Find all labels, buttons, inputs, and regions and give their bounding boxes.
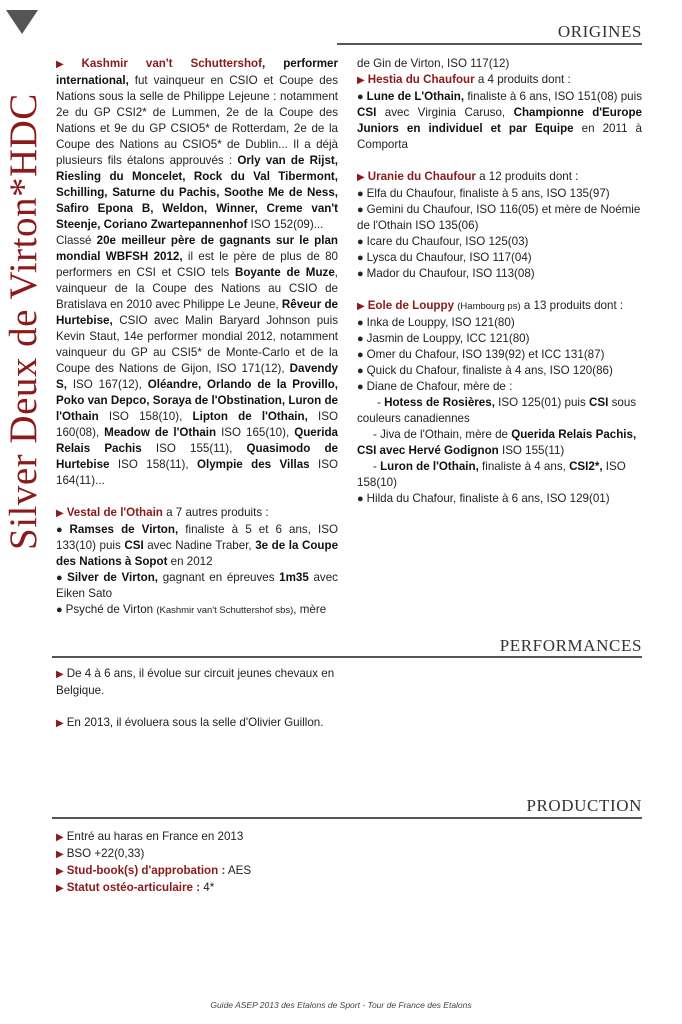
list-item: ● Gemini du Chaufour, ISO 116(05) et mère de Noémie de l'Othain ISO 135(06) (357, 203, 641, 232)
origines-header: ORIGINES (557, 22, 642, 41)
bullet-icon: ● (357, 252, 364, 264)
list-item: ▶ Stud-book(s) d'approbation : AES (56, 864, 252, 877)
list-item: ● Icare du Chaufour, ISO 125(03) (357, 235, 529, 248)
performances-rule (52, 656, 642, 658)
great-granddam-heading: ▶ Uranie du Chaufour a 12 produits dont : (357, 170, 579, 183)
arrow-icon: ▶ (357, 301, 365, 312)
sub-list-item: - Hotess de Rosières, ISO 125(01) puis CSI sous couleurs canadiennes (357, 396, 637, 425)
performances-header: PERFORMANCES (499, 636, 642, 655)
list-item: ▶ De 4 à 6 ans, il évolue sur circuit jeunes chevaux en Belgique. (56, 667, 335, 697)
arrow-icon: ▶ (56, 718, 64, 729)
bullet-icon: ● (357, 317, 364, 329)
list-item: ● Lysca du Chaufour, ISO 117(04) (357, 251, 532, 264)
production-header: PRODUCTION (526, 796, 642, 815)
arrow-icon: ▶ (56, 59, 79, 70)
list-item: ● Quick du Chafour, finaliste à 4 ans, ISO 120(86) (357, 364, 613, 377)
bullet-icon: ● (357, 188, 364, 200)
horse-name-title: Silver Deux de Virton*HDC (2, 93, 45, 550)
sub-list-item: - Jiva de l'Othain, mère de Querida Relais Pachis, CSI avec Hervé Godignon ISO 155(11) (357, 428, 637, 457)
production-section (56, 829, 416, 897)
list-item: ● Elfa du Chaufour, finaliste à 5 ans, ISO 135(97) (357, 187, 610, 200)
bullet-icon: ● (357, 365, 364, 377)
great-great-granddam-heading: ▶ Eole de Louppy (Hambourg ps) a 13 produits dont : (357, 299, 624, 312)
arrow-icon: ▶ (56, 508, 64, 519)
list-item: ▶ Statut ostéo-articulaire : 4* (56, 881, 215, 894)
list-item: ▶ En 2013, il évoluera sous la selle d'Olivier Guillon. (56, 716, 324, 729)
continuation-text: de Gin de Virton, ISO 117(12) (357, 57, 510, 70)
sire-name: Kashmir van't Schuttershof (81, 57, 262, 70)
list-item: ● Mador du Chaufour, ISO 113(08) (357, 267, 535, 280)
bullet-icon: ● (357, 268, 364, 280)
list-item: ● Diane de Chafour, mère de : (357, 380, 513, 393)
arrow-icon: ▶ (357, 75, 365, 86)
list-item: ● Ramses de Virton, finaliste à 5 et 6 ans, ISO 133(10) puis CSI avec Nadine Traber, 3e de la Coupe des Nations à Sopot en 2012 (56, 523, 339, 568)
list-item: ● Omer du Chafour, ISO 139(92) et ICC 131(87) (357, 348, 605, 361)
arrow-icon: ▶ (56, 849, 64, 860)
granddam-heading: ▶ Hestia du Chaufour a 4 produits dont : (357, 73, 571, 86)
list-item: ▶ Entré au haras en France en 2013 (56, 830, 244, 843)
bullet-icon: ● (357, 91, 364, 103)
production-rule (52, 817, 642, 819)
arrow-icon: ▶ (357, 172, 365, 183)
list-item: ● Silver de Virton, gagnant en épreuves 1m35 avec Eiken Sato (56, 571, 338, 600)
list-item: ● Psyché de Virton (Kashmir van't Schuttershof sbs), mère (56, 603, 327, 616)
sire-progeny-paragraph: Classé 20e meilleur père de gagnants sur le plan mondial WBFSH 2012, il est le père de plus de 80 performers en CSI et CSIO tels Boyante de Muze, vainqueur de la Coupe des Nations au CSIO de Bratislava en 2010 avec Philippe Le Jeune, Rêveur de Hurtebise, CSIO avec Malin Baryard Johnson puis Kevin Staut, 14e performer mondial 2012, notamment vainqueur du GP au CSI5* de Monte-Carlo et de la Coupe des Nations de Gijon, ISO 171(12), Davendy S, ISO 167(12), Oléandre, Orlando de la Provillo, Poko van Depco, Soraya de l'Obstination, Luron de l'Othain ISO 158(10), Lipton de l'Othain, ISO 160(08), Meadow de l'Othain ISO 165(10), Querida Relais Pachis ISO 155(11), Quasimodo de Hurtebise ISO 158(11), Olympie des Villas ISO 164(11)... (56, 234, 339, 487)
bullet-icon: ● (357, 333, 364, 345)
bullet-icon: ● (56, 604, 63, 616)
list-item: ● Inka de Louppy, ISO 121(80) (357, 316, 515, 329)
bullet-icon: ● (56, 524, 67, 536)
dam-name: Vestal de l'Othain (66, 506, 163, 519)
list-item: ● Lune de L'Othain, finaliste à 6 ans, ISO 151(08) puis CSI avec Virginia Caruso, Championne d'Europe Juniors en individuel et par Equipe en 2011 à Comporta (357, 90, 643, 151)
bullet-icon: ● (357, 236, 364, 248)
bullet-icon: ● (56, 572, 65, 584)
list-item: ● Jasmin de Louppy, ICC 121(80) (357, 332, 530, 345)
arrow-icon: ▶ (56, 883, 64, 894)
sire-paragraph: ▶ Kashmir van't Schuttershof, performer international, fut vainqueur en CSIO et Coupe des Nations sous la selle de Philippe Lejeune : notamment 2e du GP CSI2* de Lummen, 2e de la Coupe des Nations et 9e du GP CSIO5* de Rotterdam, 2e de la Coupe des Nations au CSIO5* de Dublin... Il a déjà plusieurs fils étalons approuvés : Orly van de Rijst, Riesling du Moncelet, Rock du Val Tibermont, Schilling, Saturne du Pachis, Soothe Me de Ness, Safiro Epona B, Weldon, Winner, Creme van't Steenje, Coriano Zwartepannenhof ISO 152(09)... (56, 57, 339, 231)
arrow-icon: ▶ (56, 669, 64, 680)
bullet-icon: ● (357, 381, 364, 393)
performances-section (56, 666, 356, 732)
bullet-icon: ● (357, 204, 364, 216)
origines-column-2 (357, 56, 642, 507)
origines-column-1 (56, 56, 338, 619)
bullet-icon: ● (357, 493, 364, 505)
list-item: ▶ BSO +22(0,33) (56, 847, 145, 860)
dam-heading: ▶ Vestal de l'Othain a 7 autres produits : (56, 506, 269, 519)
list-item: ● Hilda du Chafour, finaliste à 6 ans, ISO 129(01) (357, 492, 610, 505)
page-footer: Guide ASEP 2013 des Etalons de Sport - Tour de France des Etalons (210, 1000, 472, 1010)
arrow-icon: ▶ (56, 832, 64, 843)
origines-rule (337, 43, 642, 45)
arrow-icon: ▶ (56, 866, 64, 877)
bullet-icon: ● (357, 349, 364, 361)
sub-list-item: - Luron de l'Othain, finaliste à 4 ans, CSI2*, ISO 158(10) (357, 460, 626, 489)
